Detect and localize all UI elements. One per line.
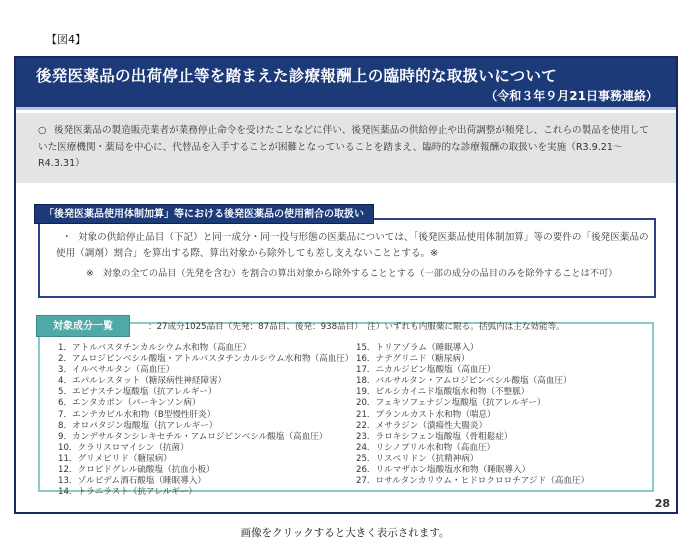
list-item: 11．グリメピリド（糖尿病） (58, 453, 172, 464)
list-item: 4．エパルレスタット（糖尿病性神経障害） (58, 376, 227, 387)
list-item: 18．バルサルタン・アムロジピンベシル酸塩（高血圧） (356, 376, 572, 387)
page-number: 28 (654, 497, 670, 510)
list-item: 23．ラロキシフェン塩酸塩（骨粗鬆症） (356, 431, 513, 442)
usage-paragraph (56, 230, 656, 262)
list-item: 1．アトルバスタチンカルシウム水和物（高血圧） (58, 343, 252, 353)
usage-bullet: ・ (62, 232, 72, 243)
intro-box (16, 113, 676, 183)
list-item: 22．メサラジン（潰瘍性大腸炎） (356, 420, 488, 431)
list-item: 7．エンテカビル水和物（B型慢性肝炎） (58, 409, 216, 420)
list-item: 15．トリアゾラム（睡眠導入） (356, 343, 479, 353)
slide-header (16, 58, 676, 110)
drug-list-right (356, 343, 656, 487)
list-item: 13．ゾルピデム酒石酸塩（睡眠導入） (58, 476, 207, 487)
target-section-tab: 対象成分一覧 (36, 315, 130, 337)
intro-bullet: ○ (38, 125, 47, 136)
list-item: 17．ニカルジピン塩酸塩（高血圧） (356, 365, 496, 376)
list-item: 14．トラニラスト（抗アレルギー） (58, 487, 198, 498)
usage-section-tab: 「後発医薬品使用体制加算」等における後発医薬品の使用割合の取扱い (34, 204, 374, 224)
list-item: 5．エピナスチン塩酸塩（抗アレルギー） (58, 387, 217, 398)
list-item: 26．リルマザホン塩酸塩水和物（睡眠導入） (356, 465, 531, 476)
image-caption: 画像をクリックすると大きく表示されます。 (240, 527, 450, 539)
slide-image[interactable] (14, 56, 678, 514)
list-item: 9．カンデサルタンシレキセチル・アムロジピンベシル酸塩（高血圧） (58, 431, 328, 442)
list-item: 6．エンタカポン（パーキンソン病） (58, 398, 201, 409)
intro-paragraph (38, 123, 656, 173)
drug-list-left (58, 343, 358, 498)
list-item: 24．リシノプリル水和物（高血圧） (356, 442, 496, 453)
list-item: 10．クラリスロマイシン（抗菌） (58, 442, 189, 453)
intro-text: 後発医薬品の製造販売業者が業務停止命令を受けたことなどに伴い、後発医薬品の供給停止や出荷調整が頻発し、これらの製品を使用していた医療機関・薬局を中心に、代替品を入手することが困難となっていることを踏まえ、臨時的な診療報酬の取扱いを実施（R3.9.21～R4.3.31） (38, 125, 649, 169)
usage-text: 対象の供給停止品目（下記）と同一成分・同一投与形態の医薬品については、「後発医薬品使用体制加算」等の要件の「後発医薬品の使用（調剤）割合」を算出する際、算出対象から除外しても差し支えないこととする。※ (56, 232, 649, 259)
usage-note: ※ 対象の全ての品目（先発を含む）を割合の算出対象から除外することとする（一部の成分の品目のみを除外することは不可） (86, 268, 618, 279)
list-item: 2．アムロジピンベシル酸塩・アトルバスタチンカルシウム水和物（高血圧） (58, 354, 354, 365)
list-item: 25．リスペリドン（抗精神病） (356, 453, 479, 464)
list-item: 21．プランルカスト水和物（喘息） (356, 409, 496, 420)
list-item: 3．イルベサルタン（高血圧） (58, 365, 175, 376)
figure-label: 【図4】 (46, 33, 86, 46)
list-item: 8．オロパタジン塩酸塩（抗アレルギー） (58, 420, 218, 431)
list-item: 19．ピルシカイニド塩酸塩水和物（不整脈） (356, 387, 530, 398)
slide-title: 後発医薬品の出荷停止等を踏まえた診療報酬上の臨時的な取扱いについて (36, 67, 558, 85)
list-item: 27．ロサルタンカリウム・ヒドロクロロチアジド（高血圧） (356, 476, 590, 487)
slide-subtitle: （令和３年９月21日事務連絡） (485, 89, 658, 103)
list-item: 12．クロピドグレル硫酸塩（抗血小板） (58, 465, 215, 476)
list-item: 20．フェキソフェナジン塩酸塩（抗アレルギー） (356, 398, 546, 409)
target-summary: ：27成分1025品目（先発：87品目、後発：938品目） 注）いずれも内服薬に限る。括弧内は主な効能等。 (148, 322, 565, 332)
list-item: 16．ナテグリニド（糖尿病） (356, 354, 470, 365)
